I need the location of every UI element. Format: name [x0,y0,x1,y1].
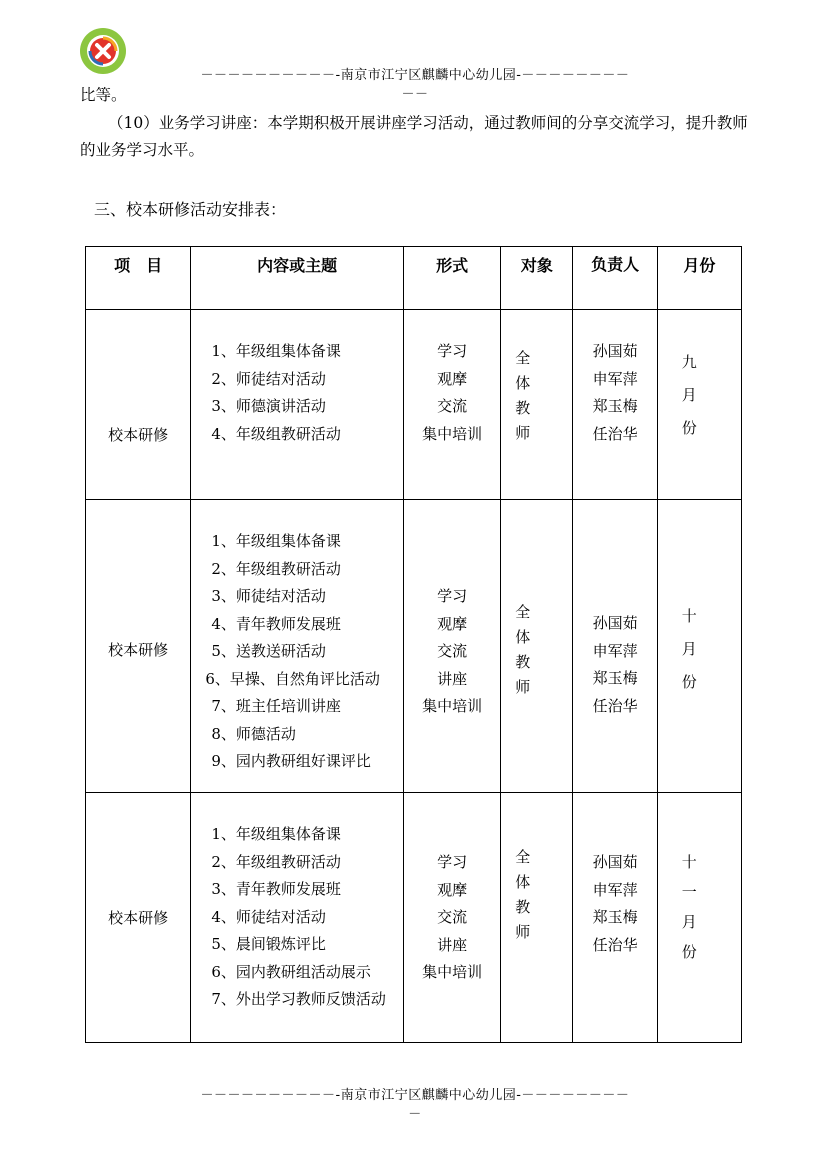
target-char: 体 [515,873,531,891]
content-item: 7、班主任培训讲座 [211,697,341,715]
person-item: 郑玉梅 [592,669,638,687]
target-char: 教 [515,653,531,671]
month-cell [657,500,741,793]
form-item: 交流 [437,908,468,926]
content-item: 3、师徒结对活动 [211,587,326,605]
content-item: 1、年级组集体备课 [211,825,341,843]
person-item: 任治华 [592,696,638,715]
content-item: 5、晨间锻炼评比 [211,935,326,953]
content-cell [191,793,404,1043]
header-form: 形式 [403,247,500,310]
form-item: 集中培训 [422,963,483,981]
target-char: 体 [515,374,531,392]
target-char: 全 [515,349,531,367]
month-cell [657,310,741,500]
month-char: 一 [681,883,697,901]
project-cell: 校本研修 [86,310,191,500]
person-item: 申军萍 [592,880,638,899]
content-item: 4、年级组教研活动 [211,424,341,443]
form-item: 学习 [437,587,468,605]
content-item: 1、年级组集体备课 [211,532,341,550]
table-row [86,793,742,1043]
person-item: 申军萍 [592,641,638,660]
person-item: 申军萍 [592,369,638,388]
person-cell [573,793,657,1043]
person-item: 郑玉梅 [592,397,638,415]
month-char: 十 [681,607,697,625]
header-target: 对象 [501,247,573,310]
form-item: 观摩 [437,369,468,388]
content-item: 6、园内教研组活动展示 [211,962,371,981]
header-month: 月份 [657,247,741,310]
target-char: 教 [515,399,531,417]
content-item: 4、师徒结对活动 [211,907,326,926]
body-line-1: 比等。 [80,86,127,104]
target-cell [501,793,573,1043]
target-char: 体 [515,628,531,646]
person-item: 郑玉梅 [592,908,638,926]
page-footer: －－－－－－－－－－-南京市江宁区麒麟中心幼儿园-－－－－－－－－－ [200,1088,630,1122]
page-header: －－－－－－－－－－-南京市江宁区麒麟中心幼儿园-－－－－－－－－－－ [200,68,630,102]
form-item: 集中培训 [422,697,483,715]
content-cell [191,310,404,500]
form-cell [403,793,500,1043]
target-char: 全 [515,848,531,866]
body-paragraph-10: （10）业务学习讲座：本学期积极开展讲座学习活动，通过教师间的分享交流学习，提升教师的业务学习水平。 [80,114,748,159]
form-item: 集中培训 [422,424,483,443]
month-char: 份 [681,943,697,961]
content-item: 8、师德活动 [211,724,296,743]
content-item: 2、年级组教研活动 [211,852,341,871]
month-char: 份 [681,673,697,691]
content-cell [191,500,404,793]
project-cell: 校本研修 [86,793,191,1043]
content-item: 3、师德演讲活动 [211,397,326,415]
month-char: 月 [681,913,697,931]
header-person: 负责人 [573,247,657,310]
form-item: 交流 [437,397,468,415]
target-cell [501,310,573,500]
form-cell [403,310,500,500]
target-char: 师 [515,923,531,941]
person-item: 孙国茹 [592,614,638,632]
content-item: 2、年级组教研活动 [211,559,341,578]
person-item: 孙国茹 [592,342,638,360]
person-cell [573,310,657,500]
month-cell [657,793,741,1043]
form-item: 讲座 [437,935,468,954]
content-item: 2、师徒结对活动 [211,369,326,388]
header-content: 内容或主题 [191,247,404,310]
form-item: 学习 [437,853,468,871]
person-item: 孙国茹 [592,853,638,871]
table-row [86,500,742,793]
month-char: 份 [681,419,697,437]
content-item: 7、外出学习教师反馈活动 [211,990,386,1008]
content-item: 4、青年教师发展班 [211,614,341,633]
content-item: 1、年级组集体备课 [211,342,341,360]
project-cell: 校本研修 [86,500,191,793]
person-item: 任治华 [592,935,638,954]
target-char: 师 [515,424,531,442]
content-item: 6、早操、自然角评比活动 [205,669,380,688]
kindergarten-logo-icon [78,26,128,76]
form-item: 讲座 [437,669,468,688]
person-item: 任治华 [592,424,638,443]
form-item: 学习 [437,342,468,360]
content-item: 9、园内教研组好课评比 [211,752,371,770]
header-project: 项 目 [86,247,191,310]
month-char: 月 [681,640,697,658]
form-cell [403,500,500,793]
activity-schedule-table [85,246,742,1043]
form-item: 观摩 [437,880,468,899]
month-char: 十 [681,853,697,871]
target-char: 师 [515,678,531,696]
table-row [86,310,742,500]
form-item: 交流 [437,642,468,660]
table-header-row [86,247,742,310]
month-char: 月 [681,386,697,404]
content-item: 3、青年教师发展班 [211,880,341,898]
person-cell [573,500,657,793]
content-item: 5、送教送研活动 [211,642,326,660]
form-item: 观摩 [437,614,468,633]
target-cell [501,500,573,793]
target-char: 全 [515,603,531,621]
month-char: 九 [681,353,697,371]
section-title: 三、校本研修活动安排表： [94,200,287,219]
target-char: 教 [515,898,531,916]
